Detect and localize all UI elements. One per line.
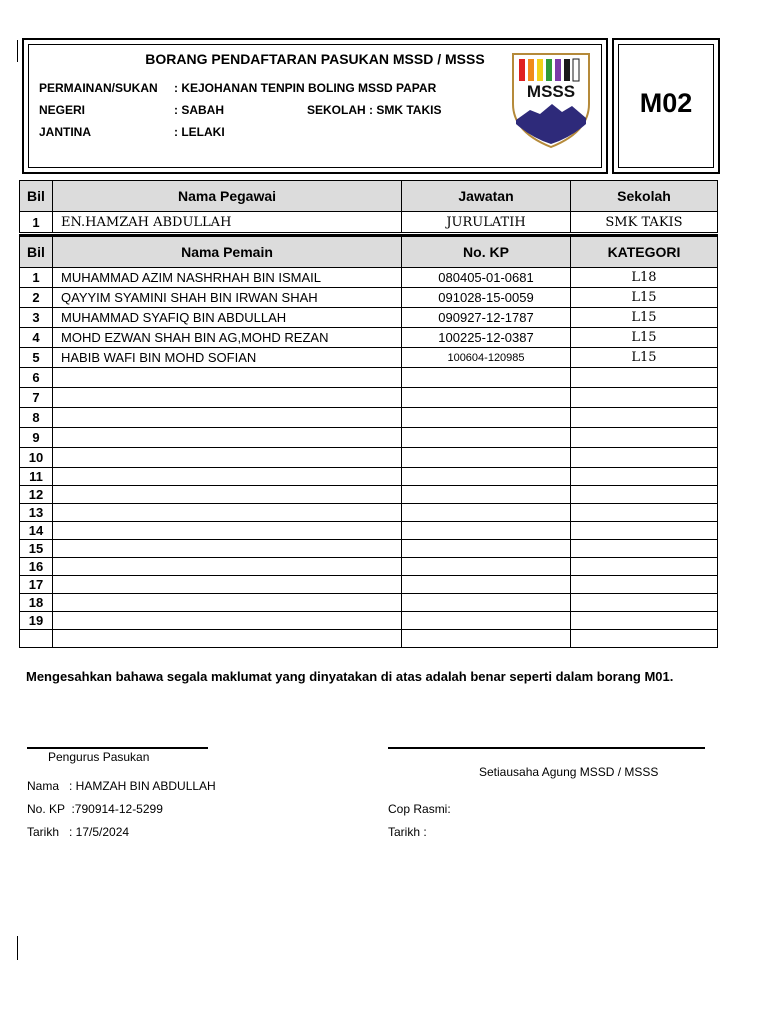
- player-row: [20, 348, 718, 368]
- players-header-nama: Nama Pemain: [53, 236, 402, 268]
- player-kategori: L15: [571, 288, 718, 308]
- player-row: [20, 268, 718, 288]
- player-nama: [53, 368, 402, 388]
- left-kp: No. KP :790914-12-5299: [27, 802, 163, 816]
- player-nama: [53, 558, 402, 576]
- player-kp: [402, 428, 571, 448]
- player-kategori: L15: [571, 308, 718, 328]
- player-bil: 8: [20, 408, 53, 428]
- player-bil: 13: [20, 504, 53, 522]
- player-row: [20, 522, 718, 540]
- player-bil: 1: [20, 268, 53, 288]
- player-kategori: [571, 612, 718, 630]
- officials-header-row: [20, 181, 718, 212]
- player-nama: [53, 540, 402, 558]
- player-row: [20, 612, 718, 630]
- players-header-bil: Bil: [20, 236, 53, 268]
- player-kategori: [571, 408, 718, 428]
- field-label-negeri: NEGERI: [39, 103, 86, 117]
- player-bil: 17: [20, 576, 53, 594]
- player-kp: [402, 504, 571, 522]
- player-nama: HABIB WAFI BIN MOHD SOFIAN: [53, 348, 402, 368]
- officials-table: [19, 180, 718, 233]
- player-row: [20, 368, 718, 388]
- player-bil: 6: [20, 368, 53, 388]
- official-bil: 1: [20, 212, 53, 233]
- field-value-permainan: : KEJOHANAN TENPIN BOLING MSSD PAPAR: [174, 81, 437, 95]
- player-row: [20, 468, 718, 486]
- player-row: [20, 594, 718, 612]
- player-kp: 080405-01-0681: [402, 268, 571, 288]
- player-kategori: [571, 558, 718, 576]
- players-table: [19, 234, 718, 648]
- player-row: [20, 558, 718, 576]
- player-bil: 9: [20, 428, 53, 448]
- player-bil: 11: [20, 468, 53, 486]
- player-nama: MUHAMMAD AZIM NASHRHAH BIN ISMAIL: [53, 268, 402, 288]
- officials-row: [20, 212, 718, 233]
- player-row: [20, 308, 718, 328]
- player-bil: 14: [20, 522, 53, 540]
- signature-line-right: [388, 747, 705, 749]
- player-nama: [53, 408, 402, 428]
- player-nama: [53, 468, 402, 486]
- player-nama: [53, 612, 402, 630]
- player-nama: [53, 486, 402, 504]
- official-sekolah: SMK TAKIS: [571, 212, 718, 233]
- officials-header-jawatan: Jawatan: [402, 181, 571, 212]
- player-kp: [402, 448, 571, 468]
- player-row: [20, 328, 718, 348]
- player-kategori: [571, 540, 718, 558]
- player-row: [20, 630, 718, 648]
- right-tarikh: Tarikh :: [388, 825, 427, 839]
- player-bil: 7: [20, 388, 53, 408]
- player-kategori: [571, 468, 718, 486]
- player-bil: 5: [20, 348, 53, 368]
- player-nama: MOHD EZWAN SHAH BIN AG,MOHD REZAN: [53, 328, 402, 348]
- player-nama: [53, 428, 402, 448]
- player-kategori: L18: [571, 268, 718, 288]
- player-kp: [402, 540, 571, 558]
- player-kategori: [571, 576, 718, 594]
- official-nama: EN.HAMZAH ABDULLAH: [53, 212, 402, 233]
- field-label-jantina: JANTINA: [39, 125, 92, 139]
- player-kp: [402, 468, 571, 486]
- form-title: BORANG PENDAFTARAN PASUKAN MSSD / MSSS: [145, 51, 485, 67]
- player-kategori: [571, 630, 718, 648]
- player-kp: [402, 486, 571, 504]
- player-bil: 4: [20, 328, 53, 348]
- player-kp: [402, 558, 571, 576]
- player-row: [20, 576, 718, 594]
- player-bil: 18: [20, 594, 53, 612]
- player-bil: 10: [20, 448, 53, 468]
- left-tarikh: Tarikh : 17/5/2024: [27, 825, 130, 839]
- player-nama: MUHAMMAD SYAFIQ BIN ABDULLAH: [53, 308, 402, 328]
- player-kp: [402, 594, 571, 612]
- player-nama: [53, 448, 402, 468]
- player-nama: [53, 522, 402, 540]
- player-kp: [402, 522, 571, 540]
- player-bil: 12: [20, 486, 53, 504]
- player-kp: [402, 368, 571, 388]
- player-row: [20, 408, 718, 428]
- player-kp: [402, 612, 571, 630]
- player-bil: 19: [20, 612, 53, 630]
- player-kategori: L15: [571, 328, 718, 348]
- player-row: [20, 288, 718, 308]
- player-kp: [402, 576, 571, 594]
- player-bil: [20, 630, 53, 648]
- form-code: M02: [639, 88, 693, 118]
- player-kategori: [571, 594, 718, 612]
- player-row: [20, 504, 718, 522]
- player-nama: [53, 630, 402, 648]
- officials-header-bil: Bil: [20, 181, 53, 212]
- player-nama: [53, 504, 402, 522]
- player-row: [20, 388, 718, 408]
- player-kategori: [571, 486, 718, 504]
- player-kategori: [571, 368, 718, 388]
- player-nama: QAYYIM SYAMINI SHAH BIN IRWAN SHAH: [53, 288, 402, 308]
- player-kategori: [571, 522, 718, 540]
- officials-header-sekolah: Sekolah: [571, 181, 718, 212]
- player-nama: [53, 388, 402, 408]
- signature-line-left: [27, 747, 208, 749]
- right-cop: Cop Rasmi:: [388, 802, 451, 816]
- field-label-permainan: PERMAINAN/SUKAN: [39, 81, 158, 95]
- right-signatory-title: Setiausaha Agung MSSD / MSSS: [479, 765, 659, 779]
- field-value-jantina: : LELAKI: [174, 125, 225, 139]
- player-kp: [402, 408, 571, 428]
- player-kategori: [571, 388, 718, 408]
- player-kp: [402, 388, 571, 408]
- player-row: [20, 540, 718, 558]
- player-nama: [53, 594, 402, 612]
- field-value-negeri: : SABAH: [174, 103, 224, 117]
- msss-logo: [510, 52, 592, 150]
- player-kategori: [571, 448, 718, 468]
- player-row: [20, 448, 718, 468]
- declaration-text: Mengesahkan bahawa segala maklumat yang dinyatakan di atas adalah benar seperti dalam borang M01.: [26, 669, 674, 684]
- player-kategori: L15: [571, 348, 718, 368]
- margin-mark-bottom: [17, 936, 18, 960]
- left-signatory-title: Pengurus Pasukan: [48, 750, 150, 764]
- player-kp: [402, 630, 571, 648]
- field-sekolah: SEKOLAH : SMK TAKIS: [307, 103, 442, 117]
- logo-text: MSSS: [526, 82, 576, 101]
- margin-mark-top: [17, 40, 18, 62]
- officials-header-nama: Nama Pegawai: [53, 181, 402, 212]
- player-row: [20, 486, 718, 504]
- player-kp: 100225-12-0387: [402, 328, 571, 348]
- player-kp: 100604-120985: [402, 348, 571, 368]
- players-header-kategori: KATEGORI: [571, 236, 718, 268]
- player-bil: 2: [20, 288, 53, 308]
- player-kp: 091028-15-0059: [402, 288, 571, 308]
- player-bil: 3: [20, 308, 53, 328]
- player-bil: 16: [20, 558, 53, 576]
- left-nama: Nama : HAMZAH BIN ABDULLAH: [27, 779, 216, 793]
- player-kp: 090927-12-1787: [402, 308, 571, 328]
- player-kategori: [571, 428, 718, 448]
- official-jawatan: JURULATIH: [402, 212, 571, 233]
- player-bil: 15: [20, 540, 53, 558]
- player-nama: [53, 576, 402, 594]
- player-row: [20, 428, 718, 448]
- players-header-row: [20, 236, 718, 268]
- players-header-kp: No. KP: [402, 236, 571, 268]
- player-kategori: [571, 504, 718, 522]
